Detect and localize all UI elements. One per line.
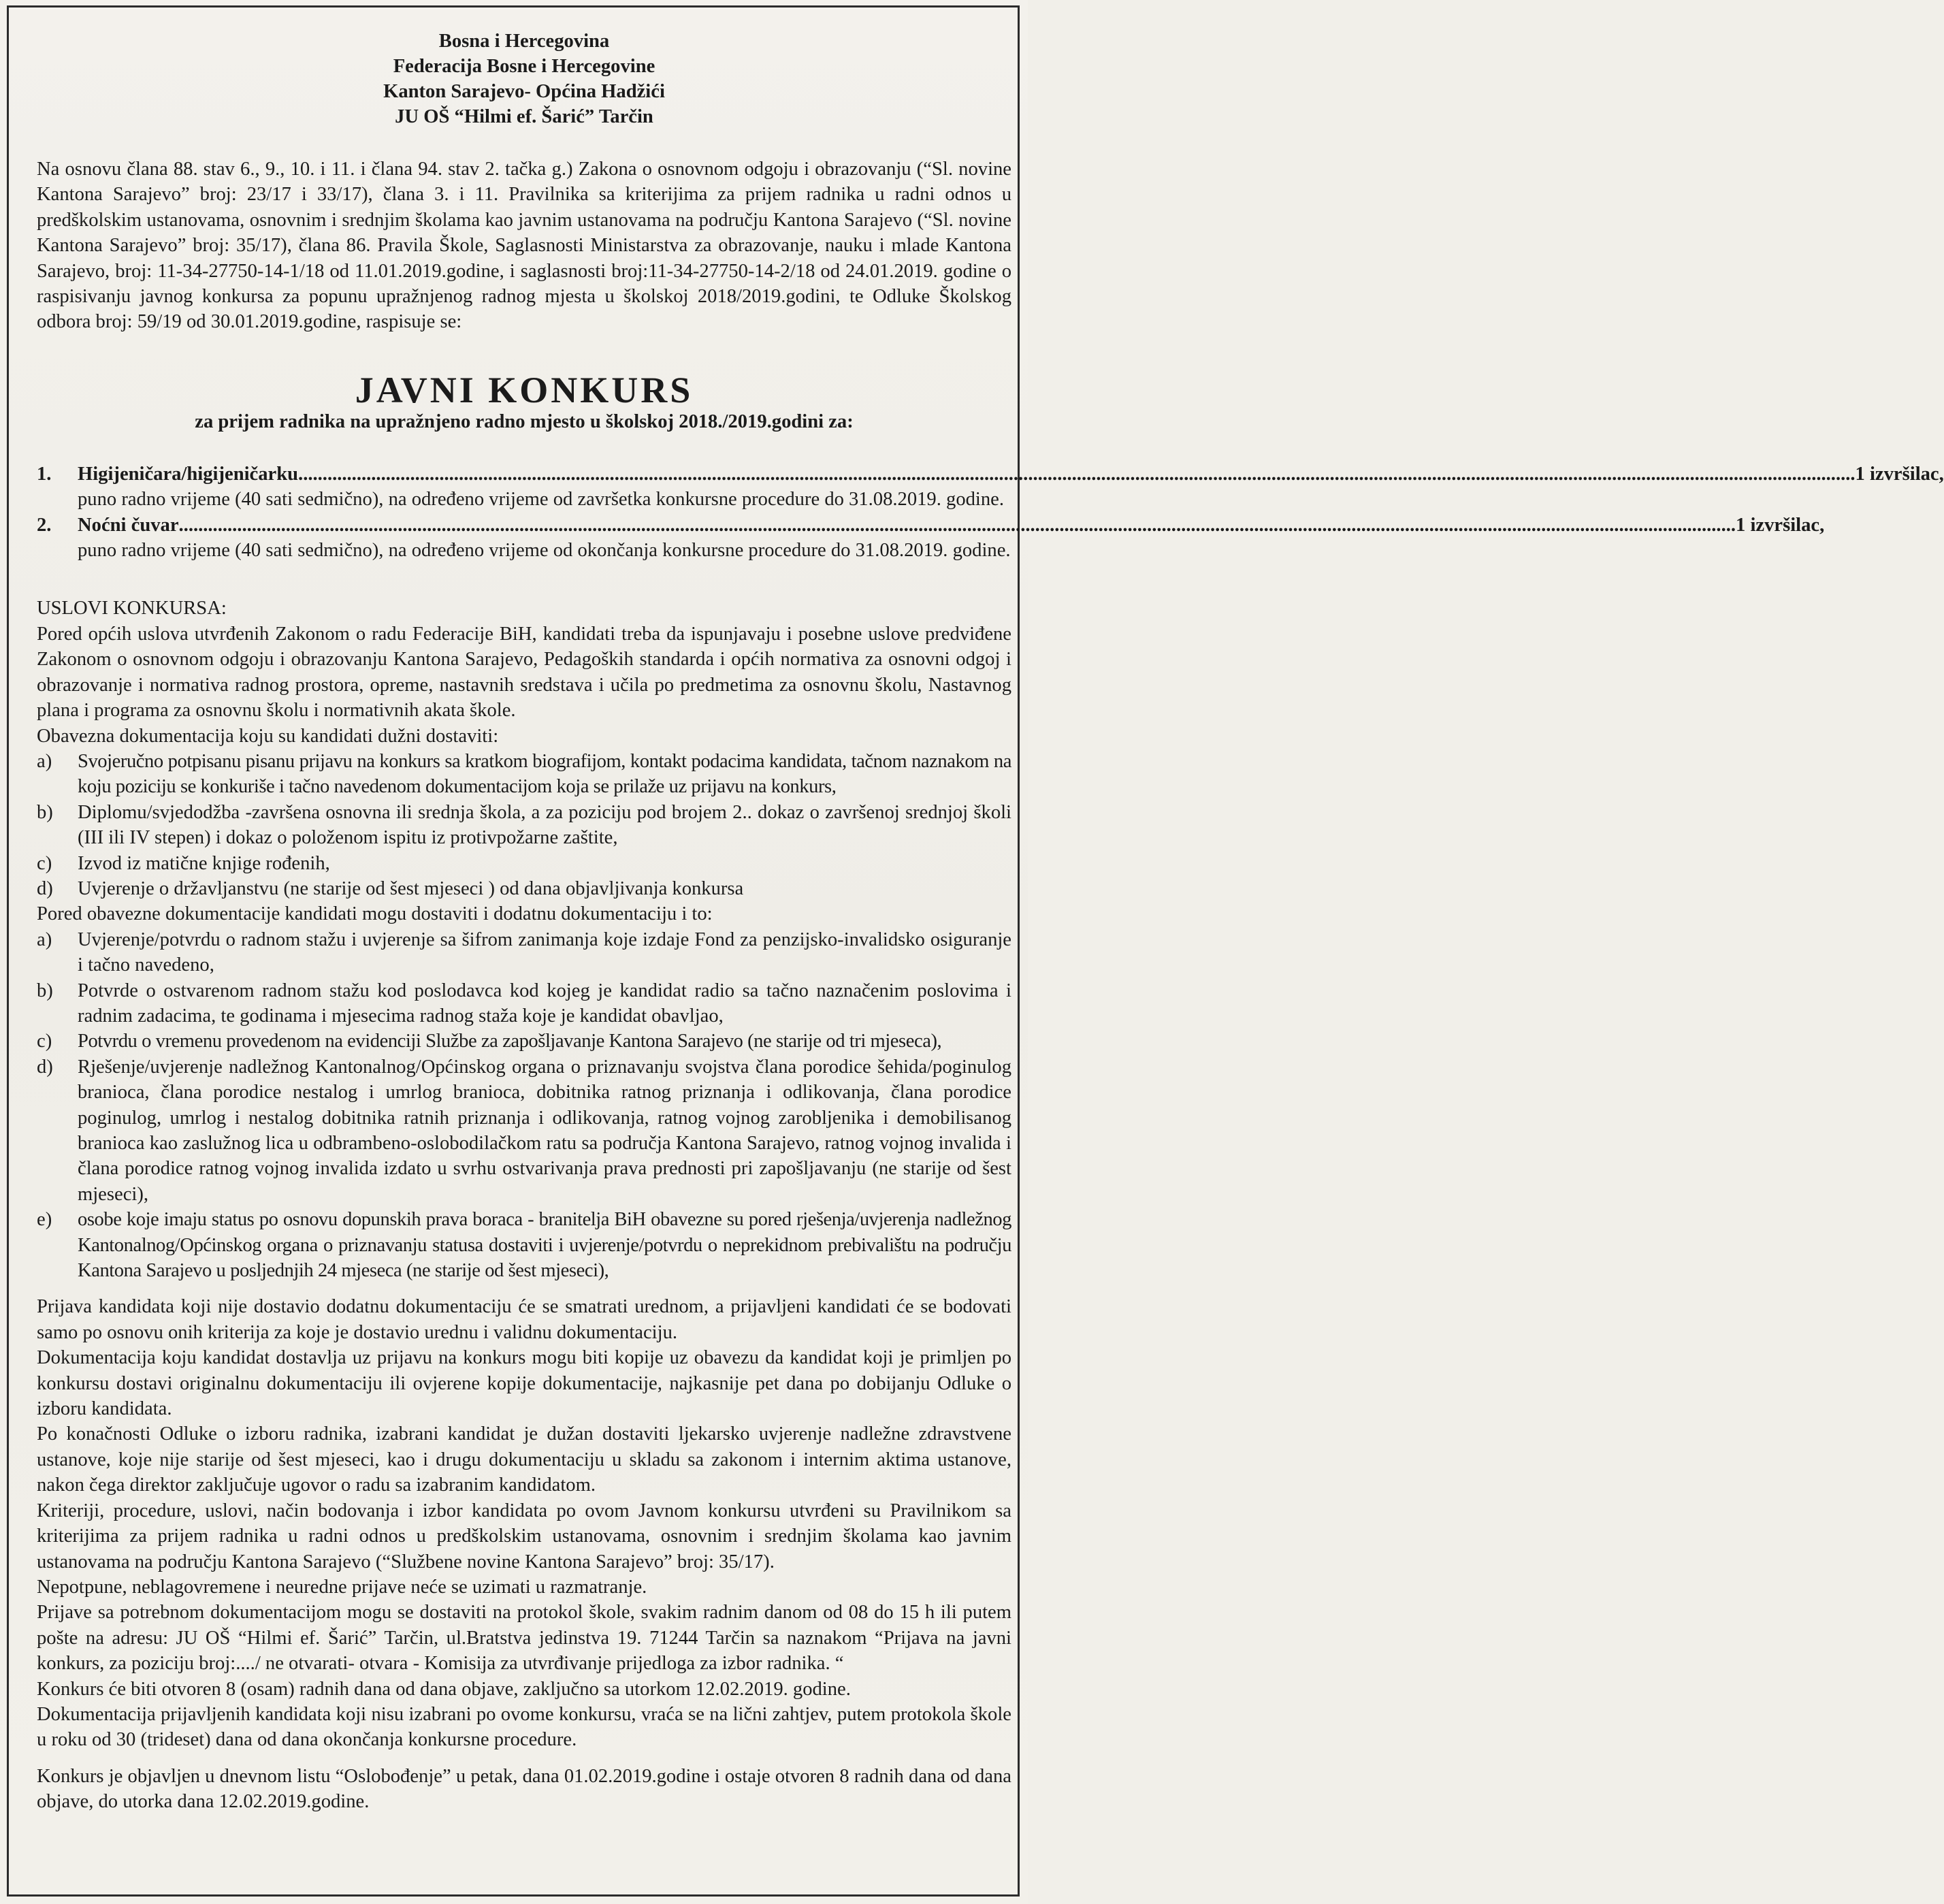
position-description: puno radno vrijeme (40 sati sedmično), na određeno vrijeme od okončanja konkursne procedure do 31.08.2019. godine.: [78, 540, 1011, 562]
list-item-letter: b): [37, 801, 53, 823]
list-item-letter: e): [37, 1209, 52, 1231]
header-school: JU OŠ “Hilmi ef. Šarić” Tarčin: [395, 106, 653, 127]
list-item-text: Uvjerenje/potvrdu o radnom stažu i uvjerenje sa šifrom zanimanja koje izdaje Fond za penzijsko-invalidsko osiguranje i tačno navedeno,: [78, 929, 1011, 976]
list-item: [37, 1207, 1011, 1283]
paragraph: Dokumentacija koju kandidat dostavlja uz prijavu na konkurs mogu biti kopije uz obavezu da kandidat koji je primljen po konkursu dostavi originalnu dokumentaciju ili ovjerene kopije dokumentacije, najkasnije pet dana po dobijanju Odluke o izboru kandidata.: [37, 1347, 1011, 1420]
paragraph: Kriteriji, procedure, uslovi, način bodovanja i izbor kandidata po ovom Javnom konkursu utvrđeni su Pravilnikom sa kriterijima za prijem radnika u radni odnos u predškolskim ustanovama, osnovnim i srednjim školama kao javnim ustanovama na području Kantona Sarajevo (“Službene novine Kantona Sarajevo” broj: 35/17).: [37, 1500, 1011, 1572]
institution-header: [37, 29, 1011, 129]
position-dot-leader: [179, 513, 1736, 538]
document-title: JAVNI KONKURS: [355, 369, 694, 410]
list-item-text: Diplomu/svjedodžba -završena osnovna ili srednja škola, a za poziciju pod brojem 2.. dokaz o završenoj srednjoj školi (III ili IV stepen) i dokaz o položenom ispitu iz protivpožarne zaštite,: [78, 801, 1011, 849]
list-item-letter: d): [37, 877, 53, 899]
list-item-text: Uvjerenje o državljanstvu (ne starije od šest mjeseci ) od dana objavljivanja konkursa: [78, 877, 744, 899]
closing-paragraphs: [37, 1294, 1011, 1752]
list-item-letter: d): [37, 1056, 53, 1078]
position-count: 1 izvršilac,: [1855, 463, 1944, 485]
list-item-text: Rješenje/uvjerenje nadležnog Kantonalnog/Općinskog organa o priznavanju svojstva člana porodice šehida/poginulog branioca, člana porodice nestalog i umrlog branioca, dobitnika ratnog priznanja i odlikovanja, člana porodice poginulog, umrlog i nestalog dobitnika ratnih priznanja i odlikovanja, ratnog vojnog zarobljenika i demobilisanog branioca kao zaslužnog lica u odbrambeno-oslobodilačkom ratu sa područja Kantona Sarajevo, ratnog vojnog invalida i člana porodice ratnog vojnog invalida izdato u svrhu ostvarivanja prava prednosti pri zapošljavanju (ne starije od šest mjeseci),: [78, 1056, 1011, 1205]
list-item-letter: a): [37, 750, 52, 772]
list-item: [37, 876, 1011, 901]
list-item-letter: b): [37, 980, 53, 1001]
conditions-title: USLOVI KONKURSA:: [37, 598, 227, 619]
list-item-text: Izvod iz matične knjige rođenih,: [78, 852, 330, 874]
list-item: [37, 1054, 1011, 1207]
list-item: [37, 978, 1011, 1029]
header-country: Bosna i Hercegovina: [438, 31, 610, 52]
list-item: [37, 749, 1011, 800]
list-item: [37, 800, 1011, 851]
additional-docs-list: [37, 927, 1011, 1284]
list-item-text: osobe koje imaju status po osnovu dopunskih prava boraca - branitelja BiH obavezne su pored rješenja/uvjerenja nadležnog Kantonalnog/Općinskog organa o priznavanju statusa dostaviti i uvjerenje/potvrdu o neprekidnom prebivalištu na području Kantona Sarajevo u posljednjih 24 mjeseca (ne starije od šest mjeseci),: [78, 1209, 1011, 1282]
list-item-letter: c): [37, 1031, 52, 1052]
list-item: [37, 1029, 1011, 1054]
list-item-text: Potvrdu o vremenu provedenom na evidenciji Službe za zapošljavanje Kantona Sarajevo (ne starije od tri mjeseca),: [78, 1031, 942, 1052]
conditions-general: Pored općih uslova utvrđenih Zakonom o radu Federacije BiH, kandidati treba da ispunjavaju i posebne uslove predviđene Zakonom o osnovnom odgoju i obrazovanju Kantona Sarajevo, Pedagoških standarda i općih normativa za osnovni odgoj i obrazovanje i normativa radnog prostora, opreme, nastavnih sredstava i učila po predmetima za osnovnu školu, Nastavnog plana i programa za osnovnu školu i normativnih akata škole.: [37, 623, 1011, 722]
list-item-letter: c): [37, 852, 52, 874]
mandatory-docs-intro: Obavezna dokumentacija koju su kandidati dužni dostaviti:: [37, 725, 499, 747]
header-federation: Federacija Bosne i Hercegovine: [393, 56, 655, 77]
list-item: [37, 851, 1011, 876]
paragraph: Prijave sa potrebnom dokumentacijom mogu se dostaviti na protokol škole, svakim radnim danom od 08 do 15 h ili putem pošte na adresu: JU OŠ “Hilmi ef. Šarić” Tarčin, ul.Bratstva jedinstva 19. 71244 Tarčin sa naznakom “Prijava na javni konkurs, za poziciju broj:..../ ne otvarati- otvara - Komisija za utvrđivanje prijedloga za izbor radnika. “: [37, 1602, 1011, 1675]
paragraph: Prijava kandidata koji nije dostavio dodatnu dokumentaciju će se smatrati urednom, a prijavljeni kandidati će se bodovati samo po osnovu onih kriterija za koje je dostavio urednu i validnu dokumentaciju.: [37, 1296, 1011, 1343]
paragraph: Dokumentacija prijavljenih kandidata koji nisu izabrani po ovome konkursu, vraća se na lični zahtjev, putem protokola škole u roku od 30 (trideset) dana od dana okončanja konkursne procedure.: [37, 1703, 1011, 1751]
header-canton: Kanton Sarajevo- Općina Hadžići: [383, 81, 665, 102]
position-description: puno radno vrijeme (40 sati sedmično), na određeno vrijeme od završetka konkursne procedure do 31.08.2019. godine.: [78, 489, 1004, 511]
publication-note: Konkurs je objavljen u dnevnom listu “Oslobođenje” u petak, dana 01.02.2019.godine i ostaje otvoren 8 radnih dana od dana objave, do utorka dana 12.02.2019.godine.: [37, 1765, 1011, 1813]
position-number: 2.: [37, 514, 52, 536]
list-item-text: Svojeručno potpisanu pisanu prijavu na konkurs sa kratkom biografijom, kontakt podacima kandidata, tačnom naznakom na koju poziciju se konkuriše i tačno navedenom dokumentacijom koja se prilaže uz prijavu na konkurs,: [78, 750, 1011, 798]
list-item: [37, 927, 1011, 978]
paragraph: Po konačnosti Odluke o izboru radnika, izabrani kandidat je dužan dostaviti ljekarsko uvjerenje nadležne zdravstvene ustanove, koje nije starije od šest mjeseci, kao i drugu dokumentaciju u skladu sa zakonom i internim aktima ustanove, nakon čega direktor zaključuje ugovor o radu sa izabranim kandidatom.: [37, 1423, 1011, 1496]
mandatory-docs-list: [37, 749, 1011, 901]
paragraph: Konkurs će biti otvoren 8 (osam) radnih dana od dana objave, zaključno sa utorkom 12.02.2019. godine.: [37, 1678, 851, 1700]
position-item: [37, 513, 1825, 564]
position-number: 1.: [37, 463, 52, 485]
position-count: 1 izvršilac,: [1736, 514, 1825, 536]
position-dot-leader: [298, 462, 1856, 487]
intro-paragraph: Na osnovu člana 88. stav 6., 9., 10. i 11. i člana 94. stav 2. tačka g.) Zakona o osnovnom odgoju i obrazovanju (“Sl. novine Kantona Sarajevo” broj: 23/17 i 33/17), člana 3. i 11. Pravilnika sa kriterijima za prijem radnika u radni odnos u predškolskim ustanovama, osnovnim i srednjim školama kao javnim ustanovama na području Kantona Sarajevo (“Sl. novine Kantona Sarajevo” broj: 35/17), člana 86. Pravila Škole, Saglasnosti Ministarstva za obrazovanje, nauku i mlade Kantona Sarajevo, broj: 11-34-27750-14-1/18 od 11.01.2019.godine, i saglasnosti broj:11-34-27750-14-2/18 od 24.01.2019. godine o raspisivanju javnog konkursa za popunu upražnjenog radnog mjesta u školskoj 2018/2019.godini, te Odluke Školskog odbora broj: 59/19 od 30.01.2019.godine, raspisuje se:: [37, 159, 1011, 333]
list-item-text: Potvrde o ostvarenom radnom stažu kod poslodavca kod kojeg je kandidat radio sa tačno naznačenim poslovima i radnim zadacima, te godinama i mjesecima radnog staža koje je kandidat obavljao,: [78, 980, 1011, 1027]
position-item: [37, 462, 1944, 513]
positions-list: [37, 462, 1944, 564]
position-name: Noćni čuvar: [78, 514, 179, 536]
position-name: Higijeničara/higijeničarku: [78, 463, 299, 485]
announcement-content: [37, 29, 1944, 1815]
additional-docs-intro: Pored obavezne dokumentacije kandidati mogu dostaviti i dodatnu dokumentaciju i to:: [37, 903, 713, 925]
paragraph: Nepotpune, neblagovremene i neuredne prijave neće se uzimati u razmatranje.: [37, 1576, 647, 1598]
list-item-letter: a): [37, 929, 52, 950]
document-subtitle: za prijem radnika na upražnjeno radno mjesto u školskoj 2018./2019.godini za:: [195, 410, 854, 432]
